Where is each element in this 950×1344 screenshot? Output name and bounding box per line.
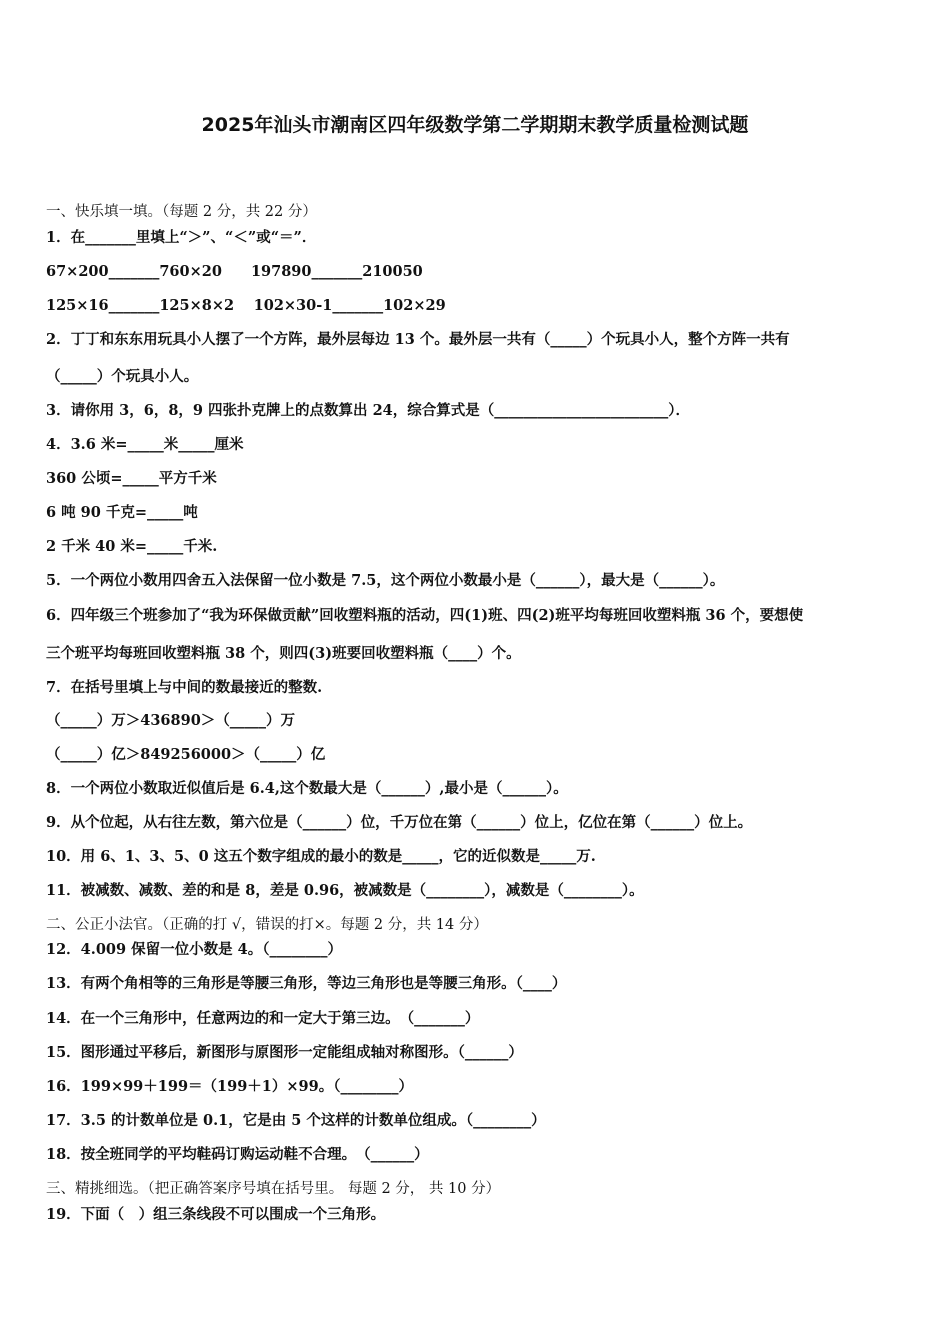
question-4-c: 6 吨 90 千克=_____吨	[46, 504, 198, 521]
question-2: 2．丁丁和东东用玩具小人摆了一个方阵，最外层每边 13 个。最外层一共有（_____）个玩具小人，整个方阵一共有	[46, 331, 790, 348]
question-7: 7．在括号里填上与中间的数最接近的整数.	[46, 679, 323, 696]
page-title: 2025年汕头市潮南区四年级数学第二学期期末教学质量检测试题	[201, 114, 749, 136]
section-heading-1: 一、快乐填一填。（每题 2 分，共 22 分）	[46, 204, 317, 220]
question-6: 6．四年级三个班参加了“我为环保做贡献”回收塑料瓶的活动，四(1)班、四(2)班平均每班回收塑料瓶 36 个，要想使	[46, 607, 804, 624]
question-10: 10．用 6、1、3、5、0 这五个数字组成的最小的数是_____，它的近似数是_____万.	[46, 848, 596, 865]
question-11: 11．被减数、减数、差的和是 8，差是 0.96，被减数是（________），减数是（________）。	[46, 882, 644, 899]
question-4-d: 2 千米 40 米=_____千米.	[46, 538, 218, 555]
question-2-cont: （_____）个玩具小人。	[46, 368, 199, 385]
question-15: 15．图形通过平移后，新图形与原图形一定能组成轴对称图形。（______）	[46, 1044, 523, 1061]
section-heading-2: 二、公正小法官。（正确的打 √，错误的打×。每题 2 分，共 14 分）	[46, 917, 488, 933]
question-1: 1．在_______里填上“＞”、“＜”或“＝”．	[46, 229, 317, 246]
question-9: 9．从个位起，从右往左数，第六位是（______）位，千万位在第（______）位上，亿位在第（______）位上。	[46, 814, 753, 831]
question-3: 3．请你用 3，6，8，9 四张扑克牌上的点数算出 24，综合算式是（________________________）．	[46, 402, 691, 419]
section-heading-3: 三、精挑细选。（把正确答案序号填在括号里。 每题 2 分， 共 10 分）	[46, 1181, 501, 1197]
question-16: 16．199×99＋199＝（199＋1）×99。（________）	[46, 1078, 413, 1095]
question-7-b: （_____）亿＞849256000＞（_____）亿	[46, 746, 326, 763]
question-6-cont: 三个班平均每班回收塑料瓶 38 个，则四(3)班要回收塑料瓶（____）个。	[46, 645, 521, 662]
question-8: 8．一个两位小数取近似值后是 6.4,这个数最大是（______）,最小是（______）。	[46, 780, 568, 797]
question-19: 19．下面（ ）组三条线段不可以围成一个三角形。	[46, 1206, 386, 1223]
question-14: 14．在一个三角形中，任意两边的和一定大于第三边。 （_______）	[46, 1010, 480, 1027]
question-4-b: 360 公顷=_____平方千米	[46, 470, 217, 487]
question-1-row-b: 125×16_______125×8×2 102×30-1_______102×29	[46, 297, 446, 314]
question-4: 4．3.6 米=_____米_____厘米	[46, 436, 244, 453]
question-18: 18．按全班同学的平均鞋码订购运动鞋不合理。 （______）	[46, 1146, 429, 1163]
question-13: 13．有两个角相等的三角形是等腰三角形，等边三角形也是等腰三角形。（____）	[46, 975, 567, 992]
question-5: 5．一个两位小数用四舍五入法保留一位小数是 7.5，这个两位小数最小是（______），最大是（______）。	[46, 572, 725, 589]
question-17: 17．3.5 的计数单位是 0.1，它是由 5 个这样的计数单位组成。（________）	[46, 1112, 546, 1129]
question-1-row-a: 67×200_______760×20 197890_______210050	[46, 263, 423, 280]
question-12: 12．4.009 保留一位小数是 4。（________）	[46, 941, 343, 958]
question-7-a: （_____）万＞436890＞（_____）万	[46, 712, 296, 729]
